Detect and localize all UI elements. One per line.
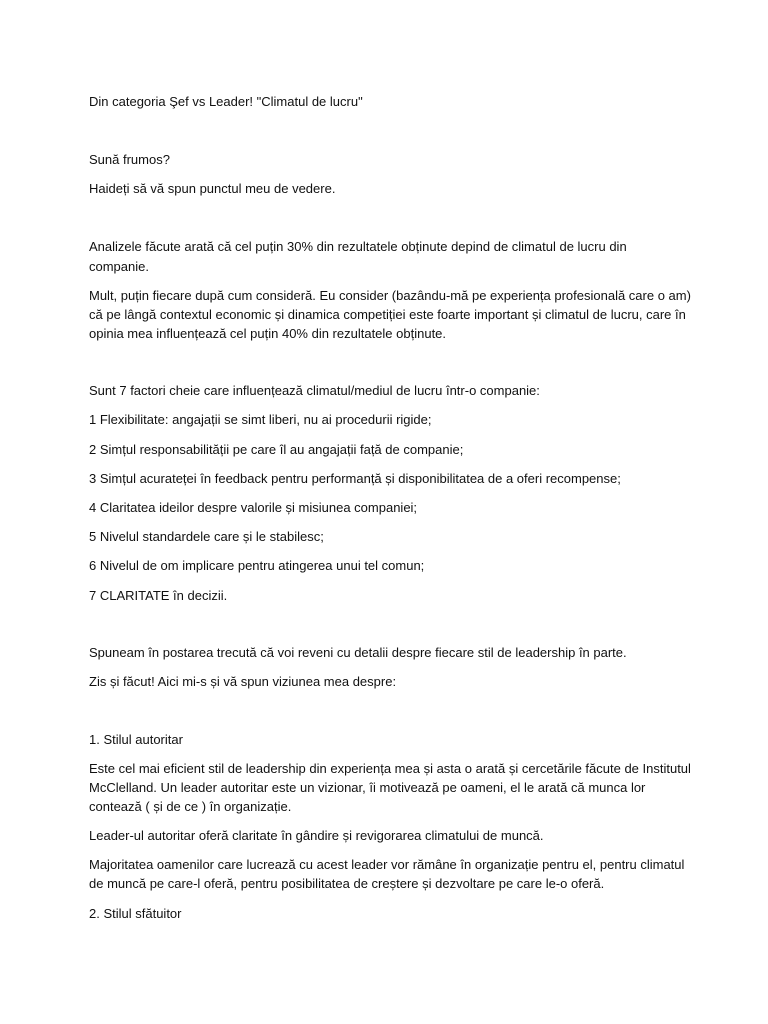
factor-item: 5 Nivelul standardele care și le stabilesc; xyxy=(89,529,324,544)
section-1-paragraph-1-line-1: Este cel mai eficient stil de leadership din experiența mea și asta o arată și cercetările făcute de Institutul xyxy=(89,761,691,776)
intro-question: Sună frumos? xyxy=(89,152,170,167)
paragraph-1-line-1: Analizele făcute arată că cel puțin 30% din rezultatele obținute depind de climatul de lucru din xyxy=(89,239,627,254)
section-1-paragraph-3-line-2: de muncă pe care-l oferă, pentru posibilitatea de creștere și dezvoltare pe care le-o oferă. xyxy=(89,876,605,891)
factor-item: 4 Claritatea ideilor despre valorile și misiunea companiei; xyxy=(89,500,418,515)
paragraph-2-line-2: că pe lângă contextul economic și dinamica competiției este foarte important și climatul de lucru, care în xyxy=(89,307,686,322)
factor-item: 6 Nivelul de om implicare pentru atingerea unui tel comun; xyxy=(89,558,425,573)
section-2-heading: 2. Stilul sfătuitor xyxy=(89,906,182,921)
factor-item: 7 CLARITATE în decizii. xyxy=(89,588,228,603)
paragraph-4: Zis și făcut! Aici mi-s și vă spun viziunea mea despre: xyxy=(89,674,397,689)
paragraph-3: Spuneam în postarea trecută că voi reveni cu detalii despre fiecare stil de leadership în parte. xyxy=(89,645,627,660)
factors-intro: Sunt 7 factori cheie care influențează climatul/mediul de lucru într-o companie: xyxy=(89,383,540,398)
section-1-paragraph-1-line-3: contează ( și de ce ) în organizație. xyxy=(89,799,292,814)
paragraph-1-line-2: companie. xyxy=(89,259,149,274)
paragraph-2-line-1: Mult, puțin fiecare după cum consideră. Eu consider (bazându-mă pe experiența profesională care o am) xyxy=(89,288,691,303)
section-1-paragraph-3-line-1: Majoritatea oamenilor care lucrează cu acest leader vor rămâne în organizație pentru el, pentru climatul xyxy=(89,857,685,872)
section-1-paragraph-1-line-2: McClelland. Un leader autoritar este un vizionar, îi motivează pe oameni, el le arată că munca lor xyxy=(89,780,646,795)
factor-item: 3 Simțul acurateței în feedback pentru performanță și disponibilitatea de a oferi recompense; xyxy=(89,471,621,486)
section-1-heading: 1. Stilul autoritar xyxy=(89,732,183,747)
factor-item: 2 Simțul responsabilității pe care îl au angajații față de companie; xyxy=(89,442,464,457)
section-1-paragraph-2: Leader-ul autoritar oferă claritate în gândire și revigorarea climatului de muncă. xyxy=(89,828,544,843)
document-title: Din categoria Şef vs Leader! "Climatul de lucru" xyxy=(89,94,363,109)
factor-item: 1 Flexibilitate: angajații se simt liberi, nu ai procedurii rigide; xyxy=(89,412,432,427)
intro-statement: Haideți să vă spun punctul meu de vedere. xyxy=(89,181,336,196)
paragraph-2-line-3: opinia mea influențează cel puțin 40% din rezultatele obținute. xyxy=(89,326,447,341)
